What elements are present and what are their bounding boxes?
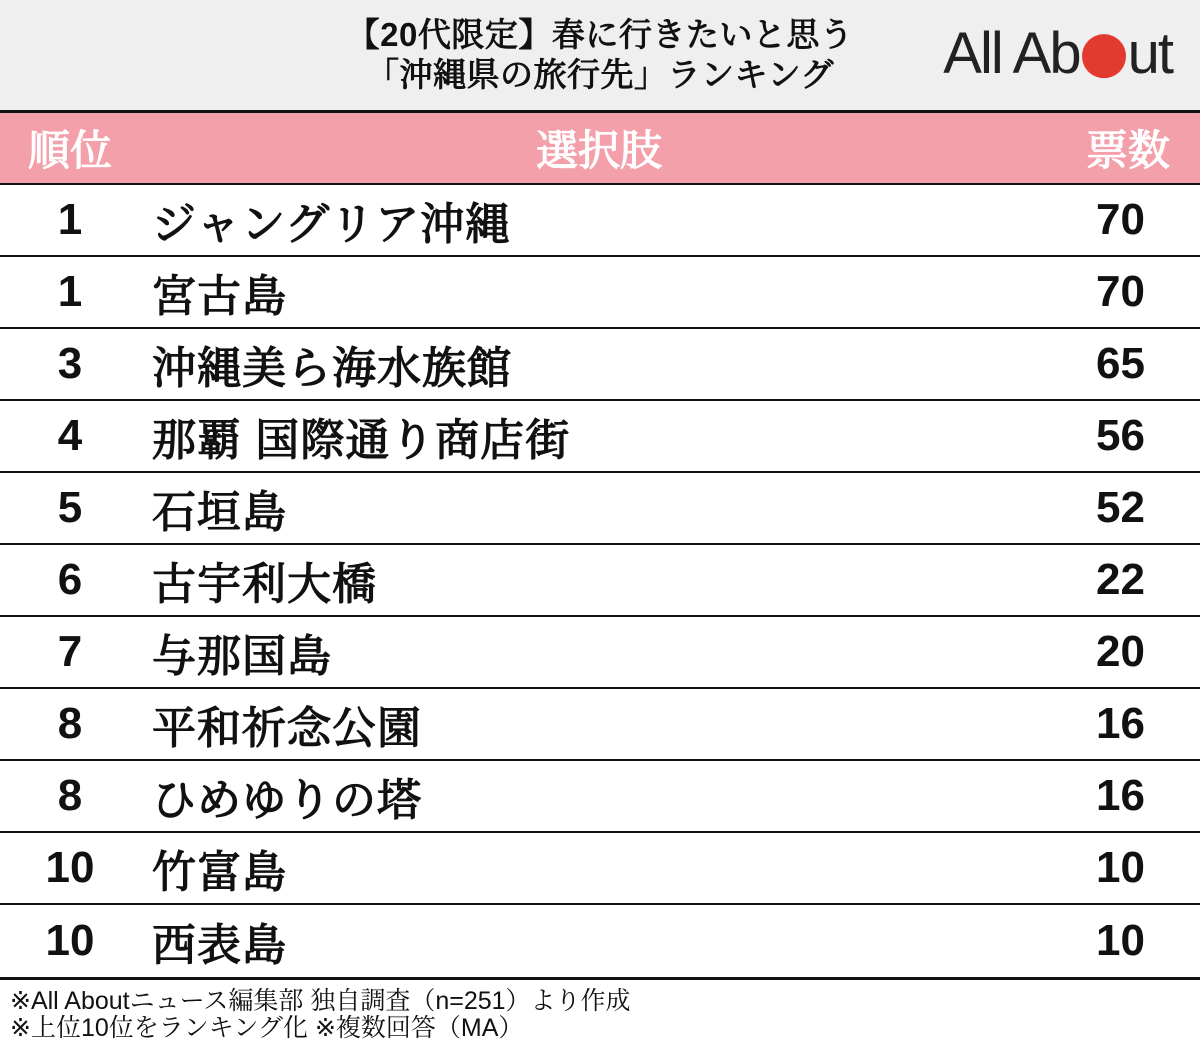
votes-value: 16 — [1096, 699, 1145, 748]
table-row — [0, 545, 1200, 617]
logo-text-right: ut — [1127, 21, 1172, 87]
page-title — [347, 15, 854, 95]
rank-value: 1 — [57, 267, 83, 316]
rank-value: 5 — [57, 483, 83, 532]
column-header-votes: 票数 — [1085, 127, 1170, 174]
choice-value: ジャングリア沖縄 — [152, 200, 511, 249]
rank-value: 1 — [57, 195, 83, 244]
choice-value: 那覇 国際通り商店街 — [152, 416, 571, 465]
allabout-logo — [943, 20, 1172, 87]
logo-red-circle-icon — [1082, 34, 1126, 78]
rank-value: 7 — [57, 627, 83, 676]
table-row — [0, 905, 1200, 977]
source-notes — [0, 977, 1200, 1054]
table-row — [0, 401, 1200, 473]
rank-value: 10 — [45, 843, 95, 892]
votes-value: 16 — [1096, 771, 1145, 820]
choice-value: 平和祈念公園 — [152, 704, 422, 753]
rank-value: 3 — [57, 339, 83, 388]
votes-value: 20 — [1096, 627, 1145, 676]
rank-value: 10 — [45, 916, 95, 965]
rank-value: 8 — [57, 699, 83, 748]
page-title-line1: 【20代限定】春に行きたいと思う — [346, 16, 854, 53]
table-row — [0, 833, 1200, 905]
choice-value: 宮古島 — [152, 272, 287, 321]
table-row — [0, 185, 1200, 257]
votes-value: 52 — [1096, 483, 1145, 532]
table-row — [0, 689, 1200, 761]
table-row — [0, 617, 1200, 689]
votes-value: 70 — [1096, 267, 1145, 316]
ranking-table-body — [0, 185, 1200, 977]
choice-value: ひめゆりの塔 — [152, 776, 422, 825]
logo-text-left: All Ab — [943, 21, 1080, 87]
choice-value: 与那国島 — [152, 632, 332, 681]
page-title-line2: 「沖縄県の旅行先」ランキング — [365, 56, 834, 93]
source-note-line1: ※All Aboutニュース編集部 独自調査（n=251）より作成 — [10, 987, 631, 1015]
choice-value: 沖縄美ら海水族館 — [152, 344, 512, 393]
column-header-rank: 順位 — [28, 127, 113, 174]
table-column-header — [0, 113, 1200, 185]
source-note-line2: ※上位10位をランキング化 ※複数回答（MA） — [10, 1014, 524, 1042]
table-row — [0, 329, 1200, 401]
rank-value: 6 — [57, 555, 83, 604]
votes-value: 65 — [1096, 339, 1145, 388]
votes-value: 10 — [1096, 843, 1145, 892]
votes-value: 10 — [1096, 916, 1145, 965]
choice-value: 石垣島 — [152, 488, 287, 537]
votes-value: 70 — [1096, 195, 1145, 244]
column-header-choice: 選択肢 — [535, 127, 662, 174]
choice-value: 竹富島 — [152, 848, 287, 897]
votes-value: 22 — [1096, 555, 1145, 604]
rank-value: 8 — [57, 771, 83, 820]
votes-value: 56 — [1096, 411, 1145, 460]
title-banner — [0, 0, 1200, 113]
table-row — [0, 257, 1200, 329]
rank-value: 4 — [57, 411, 83, 460]
table-row — [0, 761, 1200, 833]
choice-value: 古宇利大橋 — [152, 560, 377, 609]
choice-value: 西表島 — [152, 921, 287, 970]
table-row — [0, 473, 1200, 545]
